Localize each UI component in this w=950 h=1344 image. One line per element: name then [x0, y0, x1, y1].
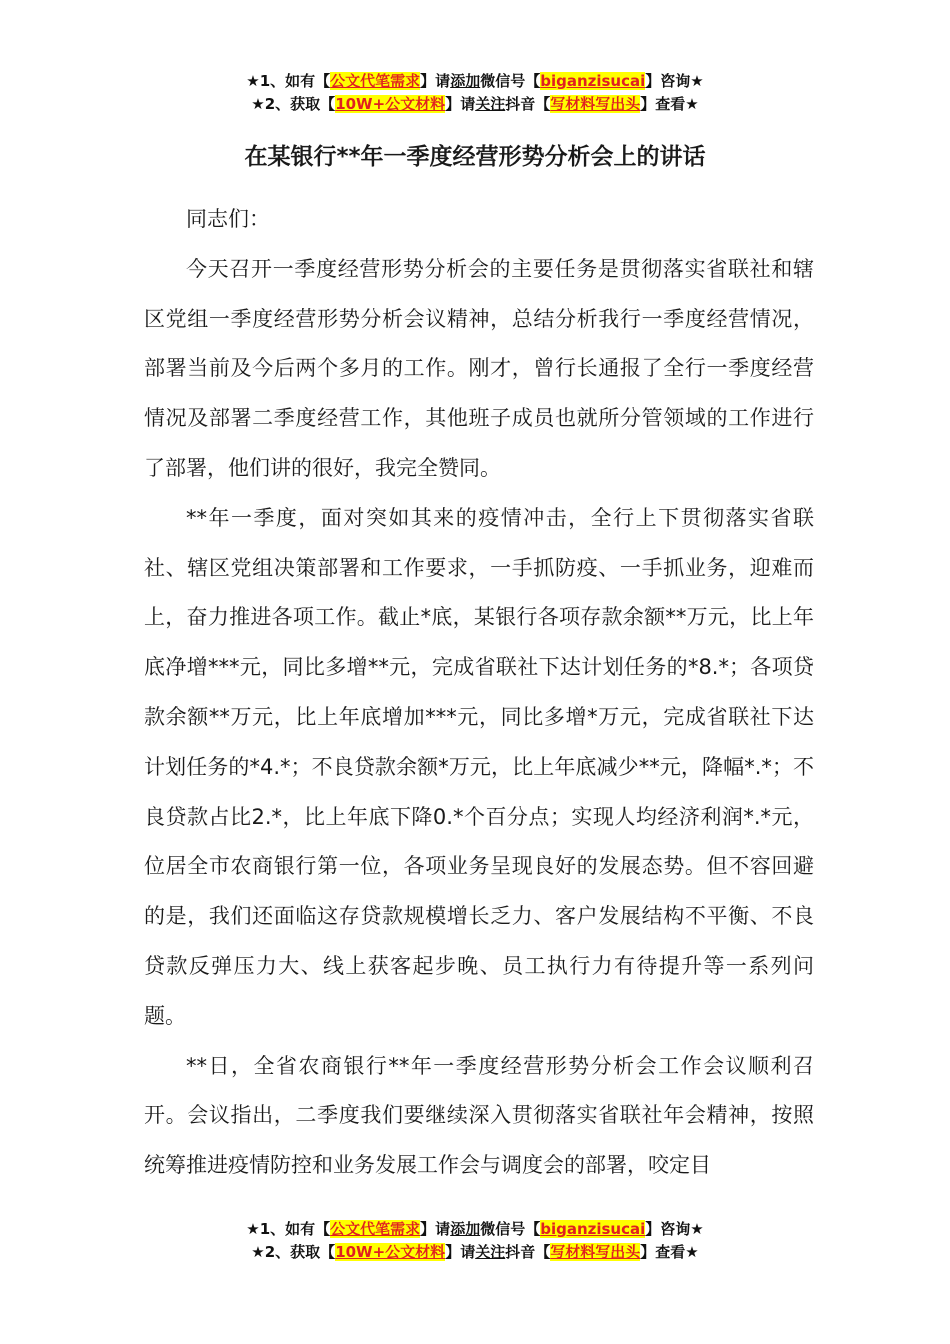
promo-text: 】请: [420, 1220, 451, 1238]
promo-underline: 关注: [475, 1243, 506, 1261]
promo-text: 抖音【: [505, 95, 551, 113]
salutation: 同志们：: [186, 207, 270, 231]
promo-line-1: [0, 70, 950, 93]
promo-text: 抖音【: [505, 1243, 551, 1261]
promo-underline: 添加: [450, 72, 481, 90]
highlight-service: 公文代笔需求: [330, 72, 421, 90]
promo-line-2: [0, 1241, 950, 1264]
highlight-materials: 10W+公文材料: [335, 95, 446, 113]
promo-underline: 添加: [450, 1220, 481, 1238]
promo-line-2: [0, 93, 950, 116]
promo-underline: 关注: [475, 95, 506, 113]
highlight-service: 公文代笔需求: [330, 1220, 421, 1238]
promo-text: 】请: [445, 1243, 476, 1261]
document-body: [144, 195, 814, 1191]
highlight-wechat-id: biganzisucai: [540, 1220, 646, 1238]
promo-text: 】咨询★: [645, 72, 704, 90]
promo-text: ★1、如有【: [246, 1220, 331, 1238]
paragraph: 今天召开一季度经营形势分析会的主要任务是贯彻落实省联社和辖区党组一季度经营形势分析会议精神，总结分析我行一季度经营情况，部署当前及今后两个多月的工作。刚才，曾行长通报了全行一季度经营情况及部署二季度经营工作，其他班子成员也就所分管领域的工作进行了部署，他们讲的很好，我完全赞同。: [144, 256, 814, 480]
promo-text: 】请: [420, 72, 451, 90]
promo-text: 】查看★: [640, 95, 699, 113]
paragraph: **年一季度，面对突如其来的疫情冲击，全行上下贯彻落实省联社、辖区党组决策部署和工作要求，一手抓防疫、一手抓业务，迎难而上，奋力推进各项工作。截止*底，某银行各项存款余额**万元，比上年底净增***元，同比多增**元，完成省联社下达计划任务的*8.*；各项贷款余额**万元，比上年底增加***元，同比多增*万元，完成省联社下达计划任务的*4.*；不良贷款余额*万元，比上年底减少**元，降幅*.*；不良贷款占比2.*，比上年底下降0.*个百分点；实现人均经济利润*.*元，位居全市农商银行第一位，各项业务呈现良好的发展态势。但不容回避的是，我们还面临这存贷款规模增长乏力、客户发展结构不平衡、不良贷款反弹压力大、线上获客起步晚、员工执行力有待提升等一系列问题。: [144, 505, 814, 1028]
promo-text: 微信号【: [480, 72, 541, 90]
promo-text: 微信号【: [480, 1220, 541, 1238]
promo-text: 】咨询★: [645, 1220, 704, 1238]
promo-text: 】请: [445, 95, 476, 113]
paragraph: **日，全省农商银行**年一季度经营形势分析会工作会议顺利召开。会议指出，二季度我们要继续深入贯彻落实省联社年会精神，按照统筹推进疫情防控和业务发展工作会与调度会的部署，咬定目: [144, 1053, 814, 1178]
highlight-materials: 10W+公文材料: [335, 1243, 446, 1261]
promo-banner-top: [0, 70, 950, 116]
highlight-wechat-id: biganzisucai: [540, 72, 646, 90]
highlight-douyin: 写材料写出头: [550, 95, 641, 113]
promo-text: ★2、获取【: [251, 95, 336, 113]
highlight-douyin: 写材料写出头: [550, 1243, 641, 1261]
promo-line-1: [0, 1218, 950, 1241]
promo-text: ★2、获取【: [251, 1243, 336, 1261]
promo-banner-bottom: [0, 1218, 950, 1264]
document-title: 在某银行**年一季度经营形势分析会上的讲话: [244, 144, 706, 170]
promo-text: ★1、如有【: [246, 72, 331, 90]
promo-text: 】查看★: [640, 1243, 699, 1261]
